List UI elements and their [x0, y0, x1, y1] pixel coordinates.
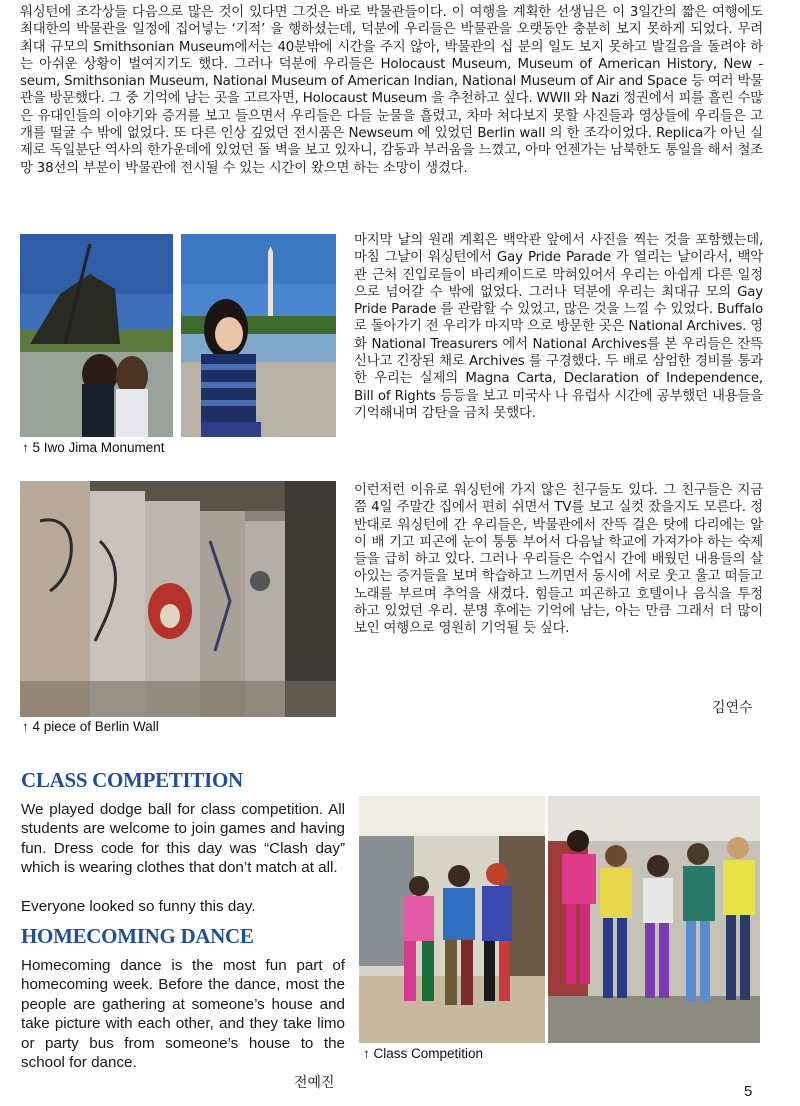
page-number: 5	[744, 1083, 753, 1100]
class-competition-body: We played dodge ball for class competition. All students are welcome to join games and having fun. Dress code for this day was “Clash day” which is wearing clothes that don’t match at all.	[21, 801, 345, 877]
homecoming-heading: HOMECOMING DANCE	[21, 924, 254, 948]
closing-paragraph: 이런저런 이유로 워싱턴에 가지 않은 친구들도 있다. 그 친구들은 지금쯤 4일 주말간 집에서 편히 쉬면서 TV를 보고 실컷 잤을지도 모른다. 정반대로 워싱턴에 간 우리들은, 박물관에서 잔뜩 걸은 탓에 다리에는 알이 배 기고 피곤에 눈이 퉁퉁 부어서 다음날 학교에 가져가야 하는 숙제들을 급히 하고 있다. 그러나 우리들은 수업시 간에 배웠던 내용들의 살아있는 증거들을 보며 학습하고 느끼면서 동시에 서로 웃고 울고 떠들고 노래를 부르며 추억을 새겼다. 힘들고 피곤하고 호텔이나 음식을 투정 하고 있었던 우리. 분명 후에는 기억에 남는, 아는 만큼 그래서 더 많이 보인 여행으로 영원히 기억될 듯 싶다.	[354, 483, 763, 637]
intro-paragraph: 워싱턴에 조각상들 다음으로 많은 것이 있다면 그것은 바로 박물관들이다. 이 여행을 계획한 선생님은 이 3일간의 짧은 여행에도 최대한의 박물관을 일정에 집어넣는 ‘기적’ 을 행하셨는데, 덕분에 우리들은 박물관을 오랫동안 충분히 보지 못하게 되었다. 무려 최대 규모의 Smithsonian Museum에서는 40분밖에 시간을 주지 않아, 박물관의 십 분의 일도 보지 못하고 발걸음을 돌려야 하는 아쉬운 상황이 벌여지기도 했다. 그러나 덕분에 우리들은 Holocaust Museum, Museum of American History, New -seum, Smithsonian Museum, National Museum of American Indian, National Museum of Air and Space 등 여러 박물관을 방문했다. 그 중 기억에 남는 곳을 고르자면, Holocaust Museum 을 추천하고 싶다. WWII 와 Nazi 정권에서 피를 흘린 수많은 유대인들의 이야기와 증거를 보고 들으면서 우리들은 다들 눈물을 흘렸고, 차마 쳐다보지 못할 사진들과 영상들에 우리들은 고개를 떨굴 수 밖에 없었다. 또 다른 인상 깊었던 전시품은 Newseum 에 있었던 Berlin wall 의 한 조각이었다. Replica가 아닌 실제로 독일분단 역사의 한가운데에 있었던 돌 벽을 보고 있자니, 감동과 부러움을 느꼈고, 아마 언젠가는 남북한도 통일을 해서 철조망 38선의 부분이 박물관에 전시될 수 있는 시간이 왔으면 하는 소망이 생겼다.	[20, 5, 763, 176]
class-competition-body-2: Everyone looked so funny this day.	[21, 898, 256, 915]
berlin-wall-photo	[20, 481, 336, 717]
class-competition-photo-2	[548, 796, 760, 1043]
author-2: 전예진	[294, 1075, 335, 1091]
washington-monument-photo	[181, 234, 336, 437]
class-competition-photo-1	[359, 796, 545, 1043]
iwo-jima-photo	[20, 234, 173, 437]
homecoming-body: Homecoming dance is the most fun part of homecoming week. Before the dance, most the people are gathering at someone’s house and take picture with each other, and they take limo or party bus from someone’s house to the school for dance.	[21, 957, 345, 1072]
last-day-paragraph: 마지막 날의 원래 계획은 백악관 앞에서 사진을 찍는 것을 포함했는데, 마침 그날이 워싱턴에서 Gay Pride Parade 가 열리는 날이라서, 백악관 근처 진입로들이 바리케이드로 막혀있어서 우리는 아쉽게 다른 일정으로 넘어갈 수 밖에 없었다. 그러나 덕분에 우리는 최대규 모의 Gay Pride Parade 를 관람할 수 있었고, 많은 것을 느낄 수 있었다. Buffalo로 돌아가기 전 우리가 마지막 으로 방문한 곳은 National Archives. 영화 National Treasurers 에서 National Archives를 본 우리들은 잔뜩 신나고 긴장된 채로 Archives 를 구경했다. 두 배로 삼엄한 경비를 통과한 우리는 실제의 Magna Carta, Declaration of Independence, Bill of Rights 등등을 보고 미국사 나 유럽사 시간에 공부했던 내용들을 기억해내며 감탄을 금치 못했다.	[354, 233, 764, 421]
iwo-jima-caption: ↑ 5 Iwo Jima Monument	[22, 440, 165, 455]
class-competition-heading: CLASS COMPETITION	[21, 768, 243, 792]
author-1: 김연수	[712, 700, 753, 716]
berlin-wall-caption: ↑ 4 piece of Berlin Wall	[22, 719, 159, 734]
class-competition-caption: ↑ Class Competition	[363, 1046, 484, 1061]
